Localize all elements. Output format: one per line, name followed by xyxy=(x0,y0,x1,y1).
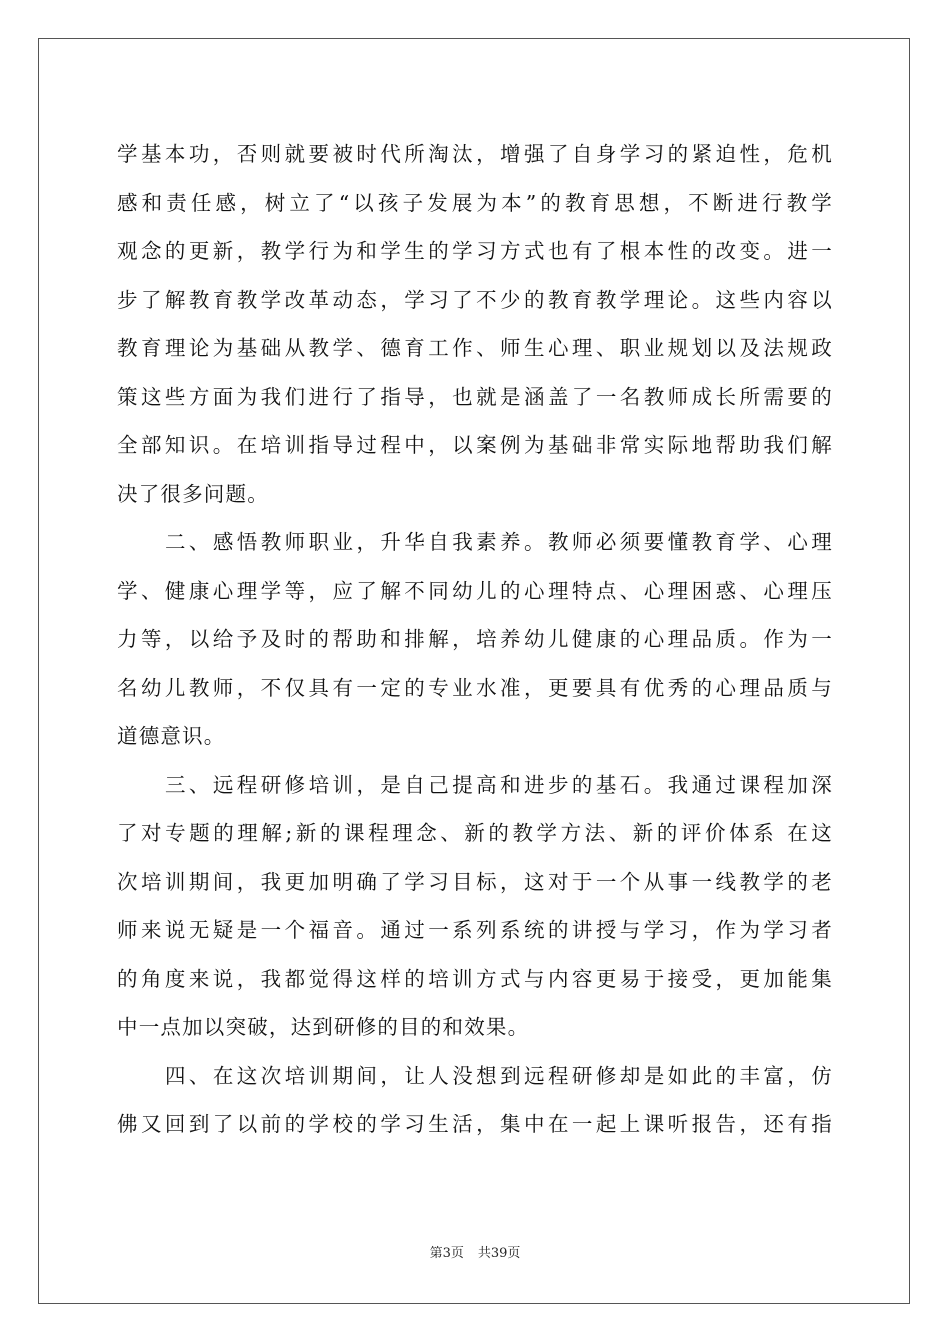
text-line: 学基本功，否则就要被时代所淘汰，增强了自身学习的紧迫性，危机 xyxy=(117,142,833,166)
text-line: 次培训期间，我更加明确了学习目标，这对于一个从事一线教学的老 xyxy=(117,869,833,894)
paragraph-start-line: 二、感悟教师职业，升华自我素养。教师必须要懂教育学、心理 xyxy=(165,530,833,554)
page-footer xyxy=(0,1246,950,1262)
document-body xyxy=(117,130,833,1149)
text-line: 了对专题的理解;新的课程理念、新的教学方法、新的评价体系 在这 xyxy=(117,821,833,845)
text-line: 名幼儿教师，不仅具有一定的专业水准，更要具有优秀的心理品质与 xyxy=(117,675,833,700)
text-line: 策这些方面为我们进行了指导，也就是涵盖了一名教师成长所需要的 xyxy=(117,384,833,409)
text-line: 观念的更新，教学行为和学生的学习方式也有了根本性的改变。进一 xyxy=(117,239,833,263)
current-page-label: 第3页 xyxy=(429,1246,464,1261)
text-line: 师来说无疑是一个福音。通过一系列系统的讲授与学习，作为学习者 xyxy=(117,918,833,942)
text-line: 佛又回到了以前的学校的学习生活，集中在一起上课听报告，还有指 xyxy=(117,1112,833,1136)
text-line: 教育理论为基础从教学、德育工作、师生心理、职业规划以及法规政 xyxy=(117,336,833,360)
text-line: 步了解教育教学改革动态，学习了不少的教育教学理论。这些内容以 xyxy=(117,287,833,312)
paragraph-start-line: 四、在这次培训期间，让人没想到远程研修却是如此的丰富，仿 xyxy=(165,1063,833,1088)
text-line: 决了很多问题。 xyxy=(117,481,269,506)
text-line: 感和责任感，树立了“以孩子发展为本”的教育思想，不断进行教学 xyxy=(117,190,833,215)
text-line: 的角度来说，我都觉得这样的培训方式与内容更易于接受，更加能集 xyxy=(117,966,833,991)
text-line: 学、健康心理学等，应了解不同幼儿的心理特点、心理困惑、心理压 xyxy=(117,578,833,603)
text-line: 全部知识。在培训指导过程中，以案例为基础非常实际地帮助我们解 xyxy=(117,433,833,457)
text-line: 力等，以给予及时的帮助和排解，培养幼儿健康的心理品质。作为一 xyxy=(117,627,833,651)
text-line: 道德意识。 xyxy=(117,724,226,748)
total-pages-label: 共39页 xyxy=(477,1246,521,1261)
paragraph-start-line: 三、远程研修培训，是自己提高和进步的基石。我通过课程加深 xyxy=(165,772,833,797)
text-line: 中一点加以突破，达到研修的目的和效果。 xyxy=(117,1015,530,1039)
